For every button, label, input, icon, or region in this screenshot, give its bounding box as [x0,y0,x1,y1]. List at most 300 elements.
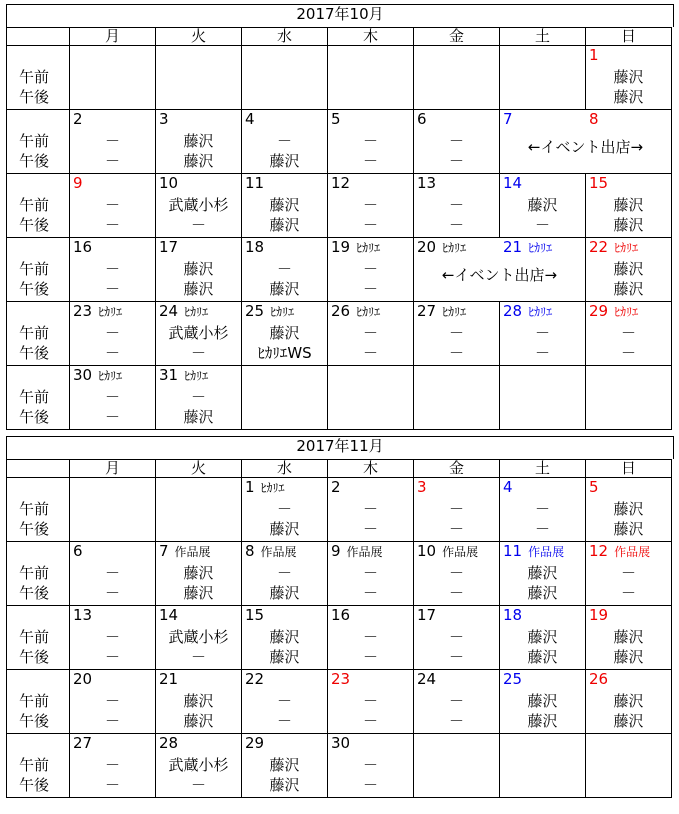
am-slot: 藤沢 [269,196,300,214]
am-slot: 武蔵小杉 [168,628,229,646]
day-cell [242,670,328,734]
date-number: 11 作品展 [503,542,565,560]
weekday-header: 火 [156,28,242,46]
am-label: 午前 [19,500,50,518]
week-row [7,606,672,670]
day-tag: ﾋｶﾘｴ [614,241,639,255]
day-cell [414,606,500,670]
day-tag: ﾋｶﾘｴ [98,305,123,319]
pm-slot: － [620,344,636,362]
pm-slot: － [104,216,120,234]
am-label: 午前 [19,628,50,646]
month-table [6,27,672,430]
day-cell [156,366,242,430]
pm-slot: 藤沢 [269,280,300,298]
date-number: 9 作品展 [331,542,383,560]
pm-slot: － [448,216,464,234]
day-cell [156,302,242,366]
am-slot: － [104,564,120,582]
day-cell [586,478,672,542]
pm-slot: － [362,280,378,298]
day-tag: 作品展 [260,545,297,559]
day-cell [500,302,586,366]
day-tag: ﾋｶﾘｴ [528,305,553,319]
date-number: 8 作品展 [245,542,297,560]
week-row [7,478,672,542]
day-cell [156,174,242,238]
date-number: 27 ﾋｶﾘｴ [417,302,467,320]
date-number: 17 [159,238,179,256]
am-slot: － [620,324,636,342]
time-label-cell [7,366,70,430]
pm-slot: 藤沢 [613,88,644,106]
day-cell [586,606,672,670]
date-number: 1 [589,46,599,64]
date-number: 14 [503,174,523,192]
pm-slot: － [190,648,206,666]
week-row [7,46,672,110]
day-cell [414,238,586,302]
time-label-cell [7,734,70,798]
day-cell [500,174,586,238]
date-number: 1 ﾋｶﾘｴ [245,478,285,496]
day-cell [156,670,242,734]
day-cell [414,110,500,174]
am-slot: 藤沢 [613,692,644,710]
pm-slot: － [104,280,120,298]
day-cell [500,110,672,174]
pm-slot: － [190,216,206,234]
am-slot: － [104,324,120,342]
am-label: 午前 [19,756,50,774]
am-slot: － [362,500,378,518]
am-slot: 藤沢 [269,756,300,774]
time-label-cell [7,606,70,670]
date-number: 12 作品展 [589,542,651,560]
pm-slot: 藤沢 [613,712,644,730]
weekday-header: 土 [500,460,586,478]
date-number: 5 [589,478,599,496]
day-cell [586,46,672,110]
day-cell [242,478,328,542]
day-tag: ﾋｶﾘｴ [528,241,553,255]
date-number: 7 作品展 [159,542,211,560]
pm-slot: 藤沢 [269,584,300,602]
time-label-cell [7,238,70,302]
pm-label: 午後 [19,408,50,426]
day-cell [70,366,156,430]
pm-slot: － [276,712,292,730]
day-cell [328,478,414,542]
date-number: 29 ﾋｶﾘｴ [589,302,639,320]
date-number: 23 ﾋｶﾘｴ [73,302,123,320]
pm-slot: － [104,648,120,666]
day-tag: ﾋｶﾘｴ [184,305,209,319]
pm-slot: 藤沢 [183,280,214,298]
date-number: 10 作品展 [417,542,479,560]
am-slot: － [104,388,120,406]
month-table [6,459,672,798]
empty-cell [414,46,500,110]
pm-slot: 藤沢 [613,648,644,666]
day-cell [586,174,672,238]
weekday-header: 水 [242,460,328,478]
date-number: 15 [245,606,265,624]
pm-slot: － [104,408,120,426]
pm-slot: － [534,344,550,362]
am-label: 午前 [19,132,50,150]
empty-cell [242,46,328,110]
day-cell [586,542,672,606]
date-number: 13 [417,174,437,192]
date-number: 8 [589,110,599,128]
pm-slot: － [362,648,378,666]
date-number: 19 [589,606,609,624]
week-row [7,174,672,238]
day-tag: ﾋｶﾘｴ [442,305,467,319]
pm-slot: － [448,520,464,538]
am-slot: － [362,564,378,582]
pm-slot: 藤沢 [183,584,214,602]
date-number: 9 [73,174,83,192]
pm-label: 午後 [19,216,50,234]
date-number: 29 [245,734,265,752]
am-slot: 藤沢 [527,564,558,582]
am-slot: － [448,196,464,214]
weekday-header: 火 [156,460,242,478]
am-slot: － [448,132,464,150]
time-label-cell [7,542,70,606]
date-number: 25 [503,670,523,688]
am-slot: － [362,324,378,342]
day-cell [414,174,500,238]
date-number: 22 [245,670,265,688]
date-number: 16 [331,606,351,624]
day-cell [242,606,328,670]
am-slot: － [448,564,464,582]
day-cell [328,542,414,606]
day-tag: 作品展 [442,545,479,559]
date-number: 31 ﾋｶﾘｴ [159,366,209,384]
pm-slot: － [448,648,464,666]
date-number: 12 [331,174,351,192]
empty-cell [586,734,672,798]
pm-slot: ﾋｶﾘｴWS [257,344,312,362]
day-tag: ﾋｶﾘｴ [270,305,295,319]
day-cell [328,110,414,174]
day-cell [500,478,586,542]
am-slot: － [362,196,378,214]
pm-slot: － [448,712,464,730]
pm-slot: － [190,776,206,794]
day-cell [242,174,328,238]
pm-label: 午後 [19,776,50,794]
day-tag: 作品展 [346,545,383,559]
pm-slot: － [104,152,120,170]
day-cell [242,238,328,302]
am-slot: 藤沢 [269,324,300,342]
am-slot: 武蔵小杉 [168,324,229,342]
date-number: 13 [73,606,93,624]
weekday-header: 土 [500,28,586,46]
event-banner: ←イベント出店→ [441,266,558,284]
am-slot: － [104,756,120,774]
day-cell [70,670,156,734]
weekday-header-row [7,28,672,46]
day-tag: ﾋｶﾘｴ [442,241,467,255]
pm-slot: － [362,776,378,794]
day-cell [70,174,156,238]
date-number: 3 [417,478,427,496]
am-slot: 藤沢 [613,628,644,646]
day-tag: 作品展 [528,545,565,559]
day-cell [242,110,328,174]
day-tag: 作品展 [614,545,651,559]
day-cell [586,670,672,734]
day-cell [500,670,586,734]
pm-slot: － [362,344,378,362]
day-cell [328,302,414,366]
pm-slot: － [362,520,378,538]
time-label-cell [7,46,70,110]
pm-slot: 藤沢 [269,520,300,538]
date-number: 4 [503,478,513,496]
day-cell [242,542,328,606]
pm-label: 午後 [19,344,50,362]
empty-cell [500,366,586,430]
am-slot: 武蔵小杉 [168,756,229,774]
week-row [7,302,672,366]
day-tag: ﾋｶﾘｴ [260,481,285,495]
date-number: 22 ﾋｶﾘｴ [589,238,639,256]
week-row [7,110,672,174]
am-slot: － [448,692,464,710]
pm-slot: 藤沢 [183,408,214,426]
empty-cell [328,46,414,110]
week-row [7,670,672,734]
date-number: 14 [159,606,179,624]
time-label-cell [7,670,70,734]
date-number: 26 [589,670,609,688]
day-cell [328,238,414,302]
pm-slot: － [104,712,120,730]
header-corner [7,460,70,478]
am-slot: － [362,260,378,278]
month-title: 2017年11月 [6,436,674,459]
pm-slot: － [190,344,206,362]
day-cell [414,302,500,366]
pm-slot: 藤沢 [527,712,558,730]
am-slot: － [190,388,206,406]
weekday-header: 木 [328,460,414,478]
day-cell [328,670,414,734]
am-slot: 藤沢 [269,628,300,646]
am-slot: 藤沢 [613,260,644,278]
day-cell [414,478,500,542]
am-label: 午前 [19,196,50,214]
am-slot: 藤沢 [527,628,558,646]
date-number: 11 [245,174,265,192]
weekday-header: 月 [70,460,156,478]
day-cell [70,606,156,670]
day-tag: ﾋｶﾘｴ [98,369,123,383]
date-number: 20 [73,670,93,688]
day-tag: ﾋｶﾘｴ [356,241,381,255]
day-cell [414,542,500,606]
week-row [7,542,672,606]
date-number: 15 [589,174,609,192]
pm-slot: － [362,584,378,602]
empty-cell [586,366,672,430]
pm-slot: － [362,152,378,170]
weekday-header: 金 [414,28,500,46]
date-number: 24 [417,670,437,688]
empty-cell [414,366,500,430]
day-cell [328,606,414,670]
date-number: 26 ﾋｶﾘｴ [331,302,381,320]
am-slot: － [534,324,550,342]
day-cell [156,606,242,670]
pm-slot: 藤沢 [613,216,644,234]
day-cell [414,670,500,734]
pm-slot: 藤沢 [527,584,558,602]
day-cell [328,734,414,798]
am-label: 午前 [19,260,50,278]
day-cell [70,238,156,302]
date-number: 16 [73,238,93,256]
date-number: 28 ﾋｶﾘｴ [503,302,553,320]
date-number: 7 [503,110,513,128]
am-slot: － [104,260,120,278]
am-slot: 藤沢 [183,692,214,710]
day-tag: ﾋｶﾘｴ [614,305,639,319]
date-number: 27 [73,734,93,752]
am-slot: 藤沢 [613,500,644,518]
weekday-header: 水 [242,28,328,46]
pm-slot: 藤沢 [183,152,214,170]
am-slot: － [362,628,378,646]
pm-slot: 藤沢 [613,520,644,538]
am-slot: 藤沢 [527,196,558,214]
pm-label: 午後 [19,520,50,538]
pm-slot: － [448,344,464,362]
day-cell [242,734,328,798]
empty-cell [70,478,156,542]
day-tag: ﾋｶﾘｴ [184,369,209,383]
pm-slot: 藤沢 [269,152,300,170]
day-tag: 作品展 [174,545,211,559]
date-number: 30 ﾋｶﾘｴ [73,366,123,384]
date-number: 18 [245,238,265,256]
pm-slot: － [448,584,464,602]
date-number: 24 ﾋｶﾘｴ [159,302,209,320]
pm-slot: － [104,776,120,794]
day-cell [70,110,156,174]
pm-slot: 藤沢 [613,280,644,298]
empty-cell [156,478,242,542]
date-number: 19 ﾋｶﾘｴ [331,238,381,256]
empty-cell [414,734,500,798]
am-slot: － [104,692,120,710]
pm-slot: － [104,344,120,362]
month-title: 2017年10月 [6,4,674,27]
am-slot: － [448,500,464,518]
pm-slot: － [534,520,550,538]
am-slot: － [534,500,550,518]
date-number: 25 ﾋｶﾘｴ [245,302,295,320]
am-slot: － [362,756,378,774]
weekday-header: 日 [586,460,672,478]
weekday-header: 月 [70,28,156,46]
date-number: 20 ﾋｶﾘｴ [417,238,467,256]
day-cell [242,302,328,366]
am-slot: 藤沢 [613,196,644,214]
weekday-header: 木 [328,28,414,46]
pm-label: 午後 [19,712,50,730]
pm-label: 午後 [19,280,50,298]
am-label: 午前 [19,388,50,406]
pm-label: 午後 [19,584,50,602]
weekday-header-row [7,460,672,478]
week-row [7,734,672,798]
am-slot: － [276,132,292,150]
pm-slot: － [104,584,120,602]
am-slot: 藤沢 [183,260,214,278]
day-cell [328,174,414,238]
pm-slot: － [534,216,550,234]
day-cell [156,238,242,302]
date-number: 17 [417,606,437,624]
time-label-cell [7,478,70,542]
pm-slot: － [362,216,378,234]
date-number: 6 [73,542,83,560]
date-number: 21 ﾋｶﾘｴ [503,238,553,256]
header-corner [7,28,70,46]
date-number: 23 [331,670,351,688]
time-label-cell [7,302,70,366]
day-cell [586,238,672,302]
am-slot: 藤沢 [183,132,214,150]
day-tag: ﾋｶﾘｴ [356,305,381,319]
empty-cell [328,366,414,430]
date-number: 28 [159,734,179,752]
day-cell [586,302,672,366]
date-number: 2 [73,110,83,128]
pm-slot: 藤沢 [269,648,300,666]
date-number: 30 [331,734,351,752]
am-slot: － [104,132,120,150]
am-slot: － [276,500,292,518]
am-slot: 武蔵小杉 [168,196,229,214]
weekday-header: 金 [414,460,500,478]
date-number: 21 [159,670,179,688]
pm-slot: 藤沢 [269,216,300,234]
empty-cell [500,734,586,798]
am-slot: 藤沢 [183,564,214,582]
am-slot: － [276,260,292,278]
weekday-header: 日 [586,28,672,46]
day-cell [500,542,586,606]
pm-slot: 藤沢 [183,712,214,730]
am-slot: － [362,692,378,710]
date-number: 3 [159,110,169,128]
empty-cell [242,366,328,430]
time-label-cell [7,110,70,174]
am-slot: － [104,196,120,214]
pm-slot: － [448,152,464,170]
am-slot: － [448,324,464,342]
am-slot: 藤沢 [613,68,644,86]
